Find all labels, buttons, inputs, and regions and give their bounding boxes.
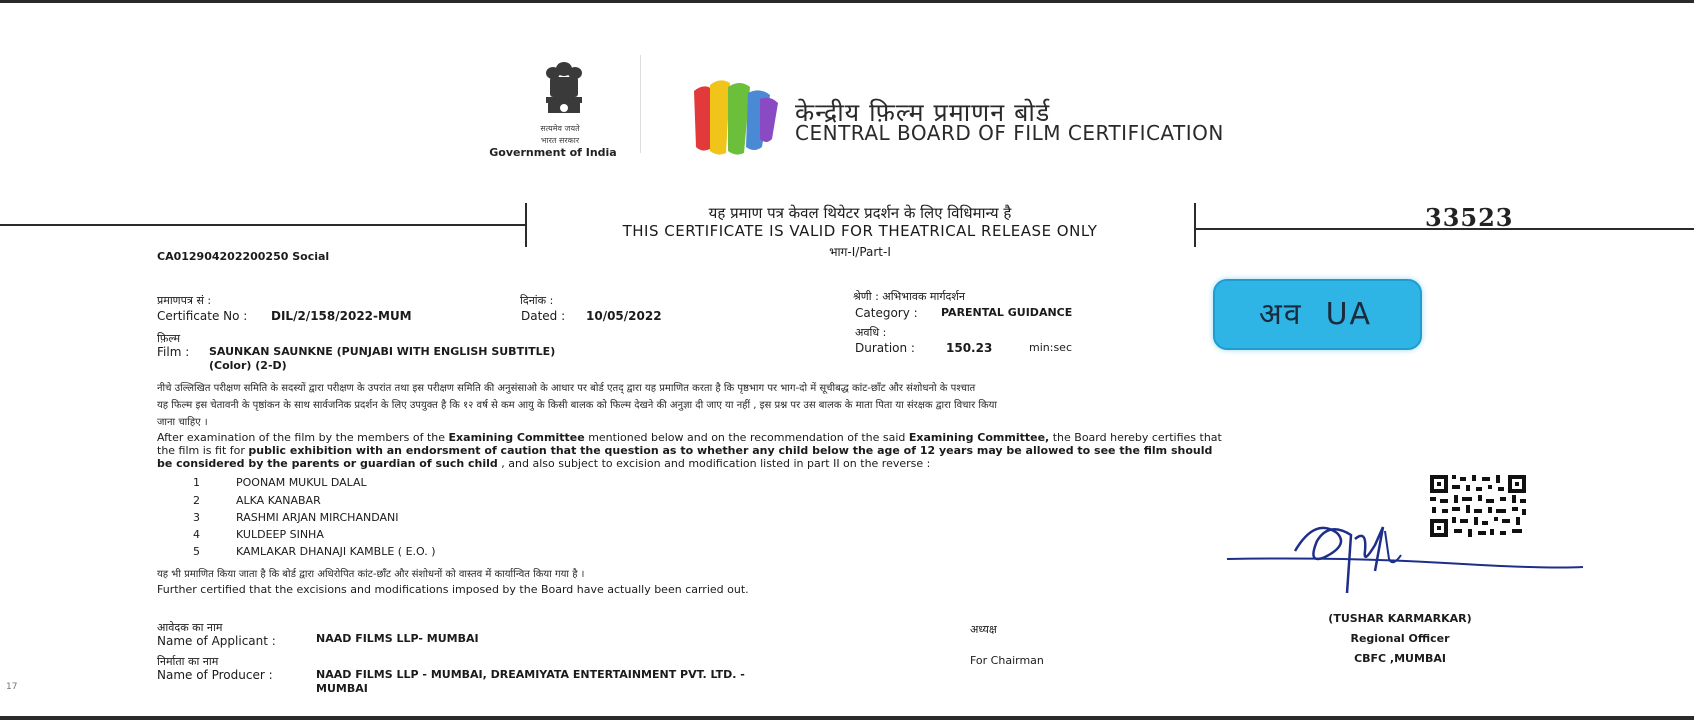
rating-code: UA: [1325, 297, 1373, 332]
certificate-no-hindi: प्रमाणपत्र सं :: [157, 294, 212, 307]
validity-statement: THIS CERTIFICATE IS VALID FOR THEATRICAL RELEASE ONLY: [622, 222, 1098, 240]
emblem-motto: सत्यमेव जयते: [540, 124, 580, 133]
rating-text: [1213, 292, 1418, 333]
certification-hindi-line-3: जाना चाहिए ।: [157, 417, 208, 428]
duration-value: 150.23: [946, 341, 993, 355]
left-rule: [0, 224, 527, 226]
producer-label: Name of Producer :: [157, 668, 273, 682]
header-divider: [640, 55, 641, 153]
further-certified-text: Further certified that the excisions and modifications imposed by the Board have actually been carried out.: [157, 583, 749, 596]
state-emblem-icon: [510, 59, 618, 123]
board-name-hindi: केन्द्रीय फ़िल्म प्रमाणन बोर्ड: [795, 98, 1051, 127]
rating-hindi: अव: [1258, 297, 1303, 332]
left-bracket: [525, 203, 527, 247]
part-label: भाग-I/Part-I: [829, 245, 891, 259]
duration-label: Duration :: [855, 341, 915, 355]
emblem-caption: Government of India: [489, 146, 617, 159]
signature-icon: [1225, 511, 1585, 601]
applicant-value: NAAD FILMS LLP- MUMBAI: [316, 632, 479, 645]
duration-unit: min:sec: [1029, 341, 1072, 354]
category-label: Category :: [855, 306, 918, 320]
board-name: CENTRAL BOARD OF FILM CERTIFICATION: [795, 121, 1224, 145]
certification-hindi-line-1: नीचे उल्लिखित परीक्षण समिति के सदस्यों द्वारा परीक्षण के उपरांत तथा इस परीक्षण समिति की अनुसंसाओ के आधार पर बोर्ड एतद् द्वारा यह प्रमाणित करता है कि पृष्ठभाग पर भाग-दो में सूचीबद्ध कांट-छाँट और संशोधनो के पश्चात: [157, 383, 976, 394]
producer-hindi: निर्माता का नाम: [157, 655, 219, 668]
chairman-label: For Chairman: [970, 654, 1044, 667]
film-hindi: फ़िल्म: [157, 332, 181, 345]
date-value: 10/05/2022: [586, 309, 662, 323]
certification-line-2: the film is fit for public exhibition with an endorsment of caution that the question as to whether any child below the age of 12 years may be allowed to see the film should: [157, 444, 1213, 457]
category-value: PARENTAL GUIDANCE: [941, 306, 1073, 319]
producer-value-line-2: MUMBAI: [316, 682, 368, 695]
film-label: Film :: [157, 345, 190, 359]
applicant-hindi: आवेदक का नाम: [157, 621, 223, 634]
film-format: (Color) (2-D): [209, 359, 287, 372]
right-bracket: [1194, 203, 1196, 247]
signatory-role: Regional Officer: [1350, 632, 1450, 645]
film-title: SAUNKAN SAUNKNE (PUNJABI WITH ENGLISH SUBTITLE): [209, 345, 556, 358]
further-certified-hindi: यह भी प्रमाणित किया जाता है कि बोर्ड द्वारा अधिरोपित कांट-छाँट और संशोधनों को वास्तव में कार्यान्वित किया गया है ।: [157, 569, 585, 580]
serial-number: 33523: [1425, 203, 1514, 232]
cbfc-logo-icon: [690, 61, 780, 159]
emblem-hindi-caption: भारत सरकार: [540, 136, 580, 145]
signatory-name: (TUSHAR KARMARKAR): [1328, 612, 1472, 625]
duration-hindi: अवधि :: [855, 326, 887, 339]
producer-value-line-1: NAAD FILMS LLP - MUMBAI, DREAMIYATA ENTERTAINMENT PVT. LTD. -: [316, 668, 745, 681]
certification-line-3: be considered by the parents or guardian of such child , and also subject to excision and modification listed in part II on the reverse :: [157, 457, 931, 470]
date-label: Dated :: [521, 309, 566, 323]
corner-mark: 17: [6, 682, 18, 692]
certification-line-1: After examination of the film by the members of the Examining Committee mentioned below and on the recommendation of the said Examining Committee, the Board hereby certifies that: [157, 431, 1222, 444]
certificate-page: सत्यमेव जयते भारत सरकार Government of India केन्द्रीय फ़िल्म प्रमाणन बोर्ड CENTRAL BOARD OF FILM CERTIFICATION यह प्रमाण पत्र केवल थियेटर प्रदर्शन के लिए विधिमान्य है THIS CERTIFICATE IS VALID FOR THEATRICAL RELEASE ONLY भाग-I/Part-I 33523 CA012904202200250 Social प्रमाणपत्र सं : Certificate No : DIL/2/158/2022-MUM दिनांक : Dated : 10/05/2022 श्रेणी : अभिभावक मार्गदर्शन Category : PARENTAL GUIDANCE अवधि : Duration : 150.23 min:sec फ़िल्म Film : SAUNKAN SAUNKNE (PUNJABI WITH ENGLISH SUBTITLE) (Color) (2-D) अव UA नीचे उल्लिखित परीक्षण समिति के सदस्यों द्वारा परीक्षण के उपरांत तथा इस परीक्षण समिति की अनुसंसाओ के आधार पर बोर्ड एतद् द्वारा यह प्रमाणित करता है कि पृष्ठभाग पर भाग-दो में सूचीबद्ध कांट-छाँट और संशोधनो के पश्चात यह फिल्म इस चेतावनी के पृष्ठांकन के साथ सार्वजनिक प्रदर्शन के लिए उपयुक्त है कि १२ वर्ष से कम आयु के किसी बालक को फिल्म देखने की अनुज्ञा दी जाए या नहीं , इस प्रश्न पर उस बालक के माता पिता या संरक्षक द्वारा विचार किया जाना चाहिए । After examination of the film by the members of the Examining Committee mentioned below and on the recommendation of the said Examining Committee, the Board hereby certifies that the film is fit for public exhibition with an endorsment of caution that the question as to whether any child below the age of 12 years may be allowed to see the film should be considered by the parents or guardian of such child , and also subject to excision and modification listed in part II on the reverse : 1 POONAM MUKUL DALAL 2 ALKA KANABAR 3 RASHMI ARJAN MIRCHANDANI 4 KULDEEP SINHA 5 KAMLAKAR DHANAJI KAMBLE ( E.O. ) यह भी प्रमाणित किया जाता है कि बोर्ड द्वारा अधिरोपित कांट-छाँट और संशोधनों को वास्तव में कार्यान्वित किया गया है । Further certified that the excisions and modifications imposed by the Board have actually been carried out. आवेदक का नाम Name of Applicant : NAAD FILMS LLP- MUMBAI निर्माता का नाम Name of Producer : NAAD FILMS LLP - MUMBAI, DREAMIYATA ENTERTAINMENT PVT. LTD. - MUMBAI अध्यक्ष For Chairman (TUSHAR KARMARKAR) Regional Officer CBFC ,MUMBAI 17: [0, 3, 1694, 716]
applicant-label: Name of Applicant :: [157, 634, 276, 648]
signatory-office: CBFC ,MUMBAI: [1354, 652, 1446, 665]
certification-hindi-line-2: यह फिल्म इस चेतावनी के पृष्ठांकन के साथ सार्वजनिक प्रदर्शन के लिए उपयुक्त है कि १२ वर्ष से कम आयु के किसी बालक को फिल्म देखने की अनुज्ञा दी जाए या नहीं , इस प्रश्न पर उस बालक के माता पिता या संरक्षक द्वारा विचार किया: [157, 400, 998, 411]
chairman-hindi: अध्यक्ष: [970, 623, 997, 636]
date-hindi: दिनांक :: [520, 294, 554, 307]
certificate-no-value: DIL/2/158/2022-MUM: [271, 309, 412, 323]
certificate-no-label: Certificate No :: [157, 309, 248, 323]
reference-number: CA012904202200250 Social: [157, 250, 330, 263]
validity-hindi: यह प्रमाण पत्र केवल थियेटर प्रदर्शन के लिए विधिमान्य है: [708, 204, 1012, 222]
category-hindi: श्रेणी : अभिभावक मार्गदर्शन: [853, 290, 965, 303]
